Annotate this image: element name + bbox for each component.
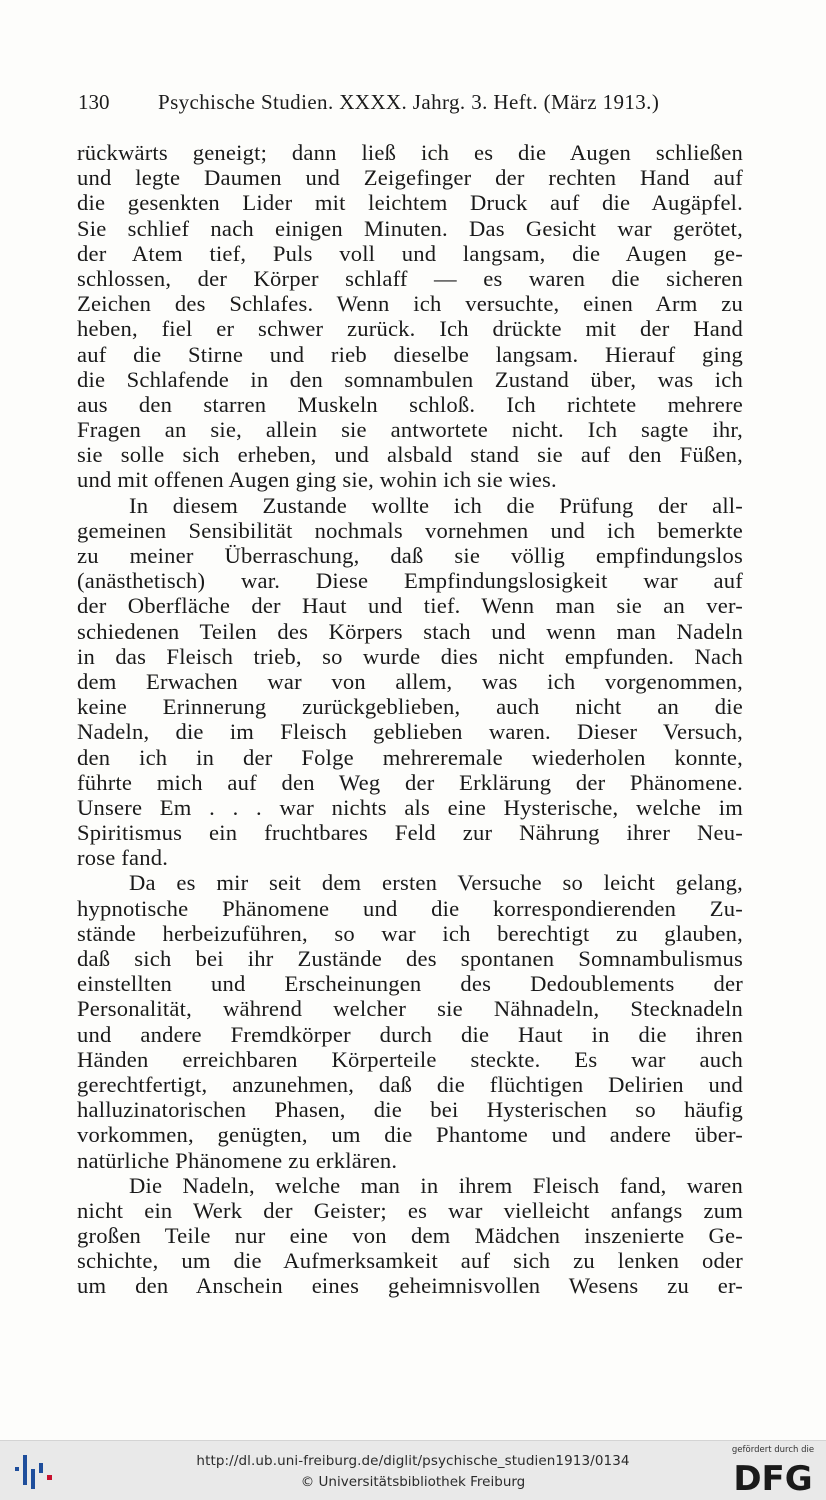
text-line: schiedenen Teilen des Körpers stach und wenn man Nadeln [77,618,743,644]
text-line: und legte Daumen und Zeigefinger der rechten Hand auf [77,165,743,191]
text-line: sie solle sich erheben, und alsbald stand sie auf den Füßen, [77,442,743,468]
text-line: natürliche Phänomene zu erklären. [77,1147,398,1173]
running-title: Psychische Studien. XXXX. Jahrg. 3. Heft. (März 1913.) [158,90,660,114]
text-line: hypnotische Phänomene und die korrespondierenden Zu- [77,895,743,921]
text-line: Die Nadeln, welche man in ihrem Fleisch fand, waren [129,1172,743,1198]
text-line: rückwärts geneigt; dann ließ ich es die Augen schließen [77,140,743,165]
text-line: heben, fiel er schwer zurück. Ich drückte mit der Hand [77,316,743,342]
text-line: Sie schlief nach einigen Minuten. Das Gesicht war gerötet, [77,215,743,241]
text-line: führte mich auf den Weg der Erklärung der Phänomene. [77,769,743,795]
text-line: dem Erwachen war von allem, was ich vorgenommen, [77,668,743,694]
text-line: den ich in der Folge mehreremale wiederholen konnte, [77,744,743,770]
text-line: in das Fleisch trieb, so wurde dies nicht empfunden. Nach [77,643,743,669]
text-line: gerechtfertigt, anzunehmen, daß die flüchtigen Delirien und [77,1071,743,1097]
text-line: Fragen an sie, allein sie antwortete nicht. Ich sagte ihr, [77,417,743,443]
text-line: daß sich bei ihr Zustände des spontanen Somnambulismus [77,946,743,971]
body-text [77,140,743,1299]
text-line: Spiritismus ein fruchtbares Feld zur Nährung ihrer Neu- [77,820,743,846]
text-line: großen Teile nur eine von dem Mädchen inszenierte Ge- [77,1223,743,1249]
text-line: und andere Fremdkörper durch die Haut in die ihren [77,1021,743,1047]
viewer-footer [0,1440,826,1500]
text-line: schichte, um die Aufmerksamkeit auf sich zu lenken oder [77,1248,743,1274]
dfg-logo[interactable] [728,1445,818,1497]
text-line: Unsere Em . . . war nichts als eine Hysterische, welche im [77,794,743,820]
text-line: Zeichen des Schlafes. Wenn ich versuchte, einen Arm zu [77,291,743,317]
text-line: die gesenkten Lider mit leichtem Druck auf die Augäpfel. [77,190,743,216]
text-line: Händen erreichbaren Körperteile steckte. Es war auch [77,1046,743,1072]
text-line: halluzinatorischen Phasen, die bei Hysterischen so häufig [77,1097,743,1123]
text-line: zu meiner Überraschung, daß sie völlig empfindungslos [77,543,743,568]
text-line: schlossen, der Körper schlaff — es waren die sicheren [77,265,743,291]
text-line: um den Anschein eines geheimnisvollen Wesens zu er- [77,1273,743,1299]
text-line: Da es mir seit dem ersten Versuche so leicht gelang, [129,870,743,896]
text-line: gemeinen Sensibilität nochmals vornehmen und ich bemerkte [77,517,743,543]
text-line: und mit offenen Augen ging sie, wohin ich sie wies. [77,467,557,493]
dfg-logo-text: DFG [733,1459,813,1497]
permalink-url[interactable]: http://dl.ub.uni-freiburg.de/diglit/psychische_studien1913/0134 [196,1453,630,1469]
dfg-caption: gefördert durch die [731,1445,815,1455]
text-line: die Schlafende in den somnambulen Zustand über, was ich [77,366,743,392]
text-line: der Atem tief, Puls voll und langsam, die Augen ge- [77,240,743,266]
text-line: Personalität, während welcher sie Nähnadeln, Stecknadeln [77,996,743,1022]
text-line: Nadeln, die im Fleisch geblieben waren. Dieser Versuch, [77,719,743,745]
text-line: einstellten und Erscheinungen des Dedoublements der [77,971,743,997]
copyright-notice: © Universitätsbibliothek Freiburg [300,1474,526,1490]
page-number: 130 [78,90,110,114]
text-line: keine Erinnerung zurückgeblieben, auch nicht an die [77,694,743,720]
text-line: der Oberfläche der Haut und tief. Wenn man sie an ver- [77,593,743,619]
text-line: nicht ein Werk der Geister; es war vielleicht anfangs zum [77,1197,743,1223]
text-line: (anästhetisch) war. Diese Empfindungslosigkeit war auf [77,568,743,594]
dfg-logo-icon [728,1445,818,1497]
text-line: rose fand. [77,845,169,871]
text-line: auf die Stirne und rieb dieselbe langsam. Hierauf ging [77,341,743,367]
text-line: In diesem Zustande wollte ich die Prüfung der all- [129,492,743,518]
page-header [78,90,752,120]
text-line: vorkommen, genügten, um die Phantome und andere über- [77,1122,743,1148]
text-line: stände herbeizuführen, so war ich berechtigt zu glauben, [77,920,743,946]
text-line: aus den starren Muskeln schloß. Ich richtete mehrere [77,391,743,417]
